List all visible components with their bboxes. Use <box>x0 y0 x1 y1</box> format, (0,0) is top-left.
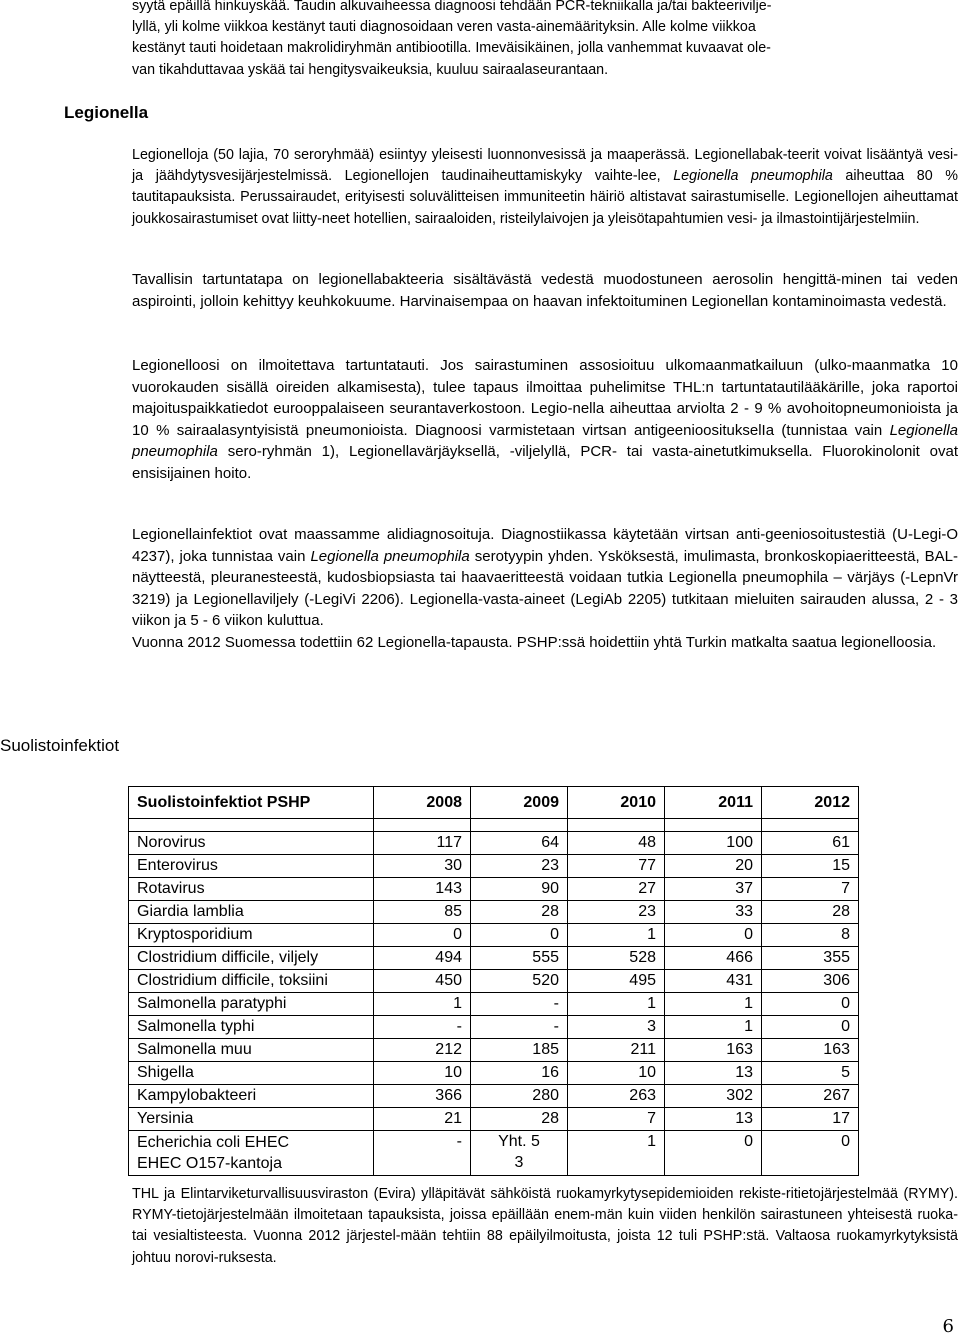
legionella-paragraph-1 <box>132 145 958 230</box>
table-cell: 77 <box>568 855 665 878</box>
table-header-cell: Suolistoinfektiot PSHP <box>129 787 374 819</box>
table-cell: 0 <box>762 1016 859 1039</box>
table-header-cell: 2011 <box>665 787 762 819</box>
table-cell: 5 <box>762 1062 859 1085</box>
table-cell <box>568 819 665 832</box>
table-cell: 27 <box>568 878 665 901</box>
table-header-cell: 2009 <box>471 787 568 819</box>
table-cell: - <box>471 1016 568 1039</box>
table-cell: 431 <box>665 970 762 993</box>
table-cell: Norovirus <box>129 832 374 855</box>
table-cell: 21 <box>374 1108 471 1131</box>
table-cell: 355 <box>762 947 859 970</box>
table-spacer-row <box>129 819 859 832</box>
table-header-cell: 2012 <box>762 787 859 819</box>
table-cell: 13 <box>665 1062 762 1085</box>
table-cell: 23 <box>471 855 568 878</box>
table-cell: 8 <box>762 924 859 947</box>
table-cell: 61 <box>762 832 859 855</box>
table-cell: 528 <box>568 947 665 970</box>
table-cell: 33 <box>665 901 762 924</box>
table-row-ehec <box>129 1131 859 1176</box>
table-cell: 1 <box>374 993 471 1016</box>
suolisto-paragraph: THL ja Elintarviketurvallisuusviraston (Evira) ylläpitävät sähköistä ruokamyrkytysepidemioiden rekiste-ritietojärjestelmää (RYMY). RYMY-tietojärjestelmään ilmoitetaan tapauksista, joissa epäillään enem-män kuin viiden henkilön sairastuneen yhteisestä ruoka- tai vesialtisteesta. Vuonna 2012 järjestel-mään tehtiin 88 epäilyilmoitusta, joista 12 tuli PSHP:stä. Valtaosa ruokamyrkytyksistä johtuu norovi-ruksesta. <box>132 1186 958 1266</box>
table-cell: Kampylobakteeri <box>129 1085 374 1108</box>
table-body <box>129 832 859 1131</box>
table-cell: 1 <box>568 993 665 1016</box>
table-cell: 117 <box>374 832 471 855</box>
table-cell: Yersinia <box>129 1108 374 1131</box>
legionella-heading: Legionella <box>64 103 149 122</box>
table-cell: 1 <box>568 1131 665 1176</box>
table-row <box>129 901 859 924</box>
table-cell: Rotavirus <box>129 878 374 901</box>
table-cell: Giardia lamblia <box>129 901 374 924</box>
table-cell: 30 <box>374 855 471 878</box>
table-cell: 185 <box>471 1039 568 1062</box>
table-cell <box>665 819 762 832</box>
intro-line-3: kestänyt tauti hoidetaan makrolidiryhmän antibiootilla. Imeväisikäinen, jolla vanhemmat kuvaavat ole- <box>132 40 771 57</box>
table-cell: 0 <box>762 1131 859 1176</box>
legionella-p4-text-b: serotyypin yhden. Ysköksestä, imulimasta, bronkoskopiaeritteestä, BAL-näytteestä, pleuranesteestä, kudosbiopsiasta tai haavaeritteestä voidaan tutkia Legionella pneumophila – värjäys (-LepnVr 3219) ja Legionellaviljely (-LegiVi 2206). Legionella-vasta-aineet (LegiAb 2205) tutkitaan mieluiten sairauden alussa, 2 - 3 viikon ja 5 - 6 viikon kuluttua. <box>132 547 958 629</box>
table-cell: Enterovirus <box>129 855 374 878</box>
table-cell: 28 <box>762 901 859 924</box>
table-row <box>129 1085 859 1108</box>
table-cell: Clostridium difficile, viljely <box>129 947 374 970</box>
legionella-p1-species: Legionella pneumophila <box>673 168 833 185</box>
table-cell: 0 <box>471 924 568 947</box>
table-cell: 494 <box>374 947 471 970</box>
table-header-cell: 2008 <box>374 787 471 819</box>
table-cell: 23 <box>568 901 665 924</box>
table-cell: 37 <box>665 878 762 901</box>
table-cell: 16 <box>471 1062 568 1085</box>
table-cell: 366 <box>374 1085 471 1108</box>
table-cell: 0 <box>665 1131 762 1176</box>
table-cell: 1 <box>568 924 665 947</box>
ehec-2009-b: 3 <box>514 1154 524 1171</box>
legionella-p4-species: Legionella pneumophila <box>310 547 470 565</box>
legionella-p1-text-a: Legionelloja (50 lajia, 70 seroryhmää) esiintyy yleisesti luonnonvesissä ja maaperässä. Legionellabak-teerit voivat lisääntyä vesi- ja jäähdytysvesijärjestelmissä. Legionellojen taudinaiheuttamiskyky vaihte-lee, <box>132 147 958 185</box>
table-cell: 64 <box>471 832 568 855</box>
table-cell: 212 <box>374 1039 471 1062</box>
intro-line-2: lyllä, yli kolme viikkoa kestänyt tauti diagnosoidaan veren vasta-ainemäärityksin. Alle kolme viikkoa <box>132 19 756 36</box>
table-row <box>129 1108 859 1131</box>
table-cell: - <box>374 1131 471 1176</box>
table-cell: Clostridium difficile, toksiini <box>129 970 374 993</box>
table-row <box>129 878 859 901</box>
legionella-p4-text-a: Legionellainfektiot ovat maassamme alidiagnosoituja. Diagnostiikassa käytetään virtsan anti-geeniosoitustestiä (U-Legi-O 4237), joka tunnistaa vain <box>132 526 958 565</box>
table-cell: 280 <box>471 1085 568 1108</box>
legionella-p3-species: Legionella pneumophila <box>132 421 958 460</box>
table-row <box>129 1039 859 1062</box>
table-row <box>129 970 859 993</box>
table-cell: 450 <box>374 970 471 993</box>
ehec-label-1: Echerichia coli EHEC <box>137 1134 290 1151</box>
table-cell: 0 <box>374 924 471 947</box>
table-cell: Salmonella muu <box>129 1039 374 1062</box>
table-cell <box>129 1131 374 1176</box>
table-row <box>129 1062 859 1085</box>
table-cell: 48 <box>568 832 665 855</box>
table-cell: 28 <box>471 901 568 924</box>
table-cell: 1 <box>665 1016 762 1039</box>
table-cell: 0 <box>762 993 859 1016</box>
legionella-p4-text-c: Vuonna 2012 Suomessa todettiin 62 Legionella-tapausta. PSHP:ssä hoidettiin yhtä Turkin matkalta saatua legionelloosia. <box>132 633 937 651</box>
table-cell: 466 <box>665 947 762 970</box>
suolisto-table <box>128 786 859 1176</box>
table-cell: 13 <box>665 1108 762 1131</box>
table-cell: 555 <box>471 947 568 970</box>
table-cell: 267 <box>762 1085 859 1108</box>
table-cell <box>129 819 374 832</box>
table-row <box>129 924 859 947</box>
suolisto-heading: Suolistoinfektiot <box>0 736 120 755</box>
table-cell: 10 <box>568 1062 665 1085</box>
table-row <box>129 832 859 855</box>
intro-line-4: van tikahduttavaa yskää tai hengitysvaikeuksia, kuuluu sairaalaseurantaan. <box>132 61 609 78</box>
table-cell: 302 <box>665 1085 762 1108</box>
table-cell <box>471 1131 568 1176</box>
table-cell: 263 <box>568 1085 665 1108</box>
table-cell: 1 <box>665 993 762 1016</box>
table-row <box>129 993 859 1016</box>
table-cell: 15 <box>762 855 859 878</box>
intro-paragraph <box>132 0 958 81</box>
table-cell <box>374 819 471 832</box>
ehec-label-2: EHEC O157-kantoja <box>137 1155 282 1172</box>
table-cell: 211 <box>568 1039 665 1062</box>
table-cell: Salmonella typhi <box>129 1016 374 1039</box>
table-header-cell: 2010 <box>568 787 665 819</box>
table-cell: 163 <box>665 1039 762 1062</box>
table-cell: 163 <box>762 1039 859 1062</box>
table-row <box>129 947 859 970</box>
table-cell: 7 <box>568 1108 665 1131</box>
table-cell: 306 <box>762 970 859 993</box>
table-cell: 0 <box>665 924 762 947</box>
table-cell: 85 <box>374 901 471 924</box>
legionella-p3-text-b: sero-ryhmän 1), Legionellavärjäyksellä, -viljelyllä, PCR- tai vasta-ainetutkimuksella. Fluorokinolonit ovat ensisijainen hoito. <box>132 443 958 482</box>
table-cell: - <box>471 993 568 1016</box>
legionella-paragraph-4 <box>132 524 958 653</box>
table-cell: 3 <box>568 1016 665 1039</box>
legionella-p1-text-b: aiheuttaa 80 % tautitapauksista. Perussairaudet, erityisesti soluvälitteisen immuniteetin häiriö altistavat sairastumiselle. Legionellojen aiheuttamat joukkosairastumiset ovat liitty-neet hotellien, sairaaloiden, risteilylaivojen ja yleisötapahtumien vesi- ja ilmastointijärjestelmiin. <box>132 168 958 227</box>
table-cell: 28 <box>471 1108 568 1131</box>
table-row <box>129 1016 859 1039</box>
table-cell: Salmonella paratyphi <box>129 993 374 1016</box>
legionella-p3-text-a: Legionelloosi on ilmoitettava tartuntatauti. Jos sairastuminen assosioituu ulkomaanmatkailuun (ulko-maanmatka 10 vuorokauden sisällä oireiden alkamisesta), tulee tapaus ilmoittaa puhelimitse THL:n tartuntatautilääkärille, joka raportoi majoituspaikkatiedot eurooppalaiseen seurantaverkostoon. Legio-nella aiheuttaa arviolta 2 - 9 % avohoitopneumonioista ja 10 % sairaalasyntyisistä pneumonioista. Diagnoosi varmistetaan virtsan antigeenioositukselIa (tunnistaa vain <box>132 357 958 439</box>
legionella-paragraph-2: Tavallisin tartuntatapa on legionellabakteeria sisältävästä vedestä muodostuneen aerosolin hengittä-minen tai veden aspirointi, jolloin kehittyy keuhkokuume. Harvinaisempaa on haavan infektoituminen Legionellan kontaminoimasta vedestä. <box>132 271 958 310</box>
table-cell: 10 <box>374 1062 471 1085</box>
table-cell: - <box>374 1016 471 1039</box>
table-cell: 90 <box>471 878 568 901</box>
table-cell: 17 <box>762 1108 859 1131</box>
table-row <box>129 855 859 878</box>
legionella-paragraph-3 <box>132 355 958 484</box>
table-cell <box>762 819 859 832</box>
table-cell: 7 <box>762 878 859 901</box>
ehec-2009-a: Yht. 5 <box>498 1133 540 1150</box>
table-header-row <box>129 787 859 819</box>
table-cell: 520 <box>471 970 568 993</box>
table-cell: Shigella <box>129 1062 374 1085</box>
table-cell: 100 <box>665 832 762 855</box>
table-cell: 20 <box>665 855 762 878</box>
table-cell <box>471 819 568 832</box>
table-cell: 495 <box>568 970 665 993</box>
page-number: 6 <box>942 1316 954 1337</box>
table-cell: 143 <box>374 878 471 901</box>
intro-line-1: syytä epäillä hinkuyskää. Taudin alkuvaiheessa diagnoosi tehdään PCR-tekniikalla ja/tai bakteerivilje- <box>132 0 772 14</box>
table-cell: Kryptosporidium <box>129 924 374 947</box>
